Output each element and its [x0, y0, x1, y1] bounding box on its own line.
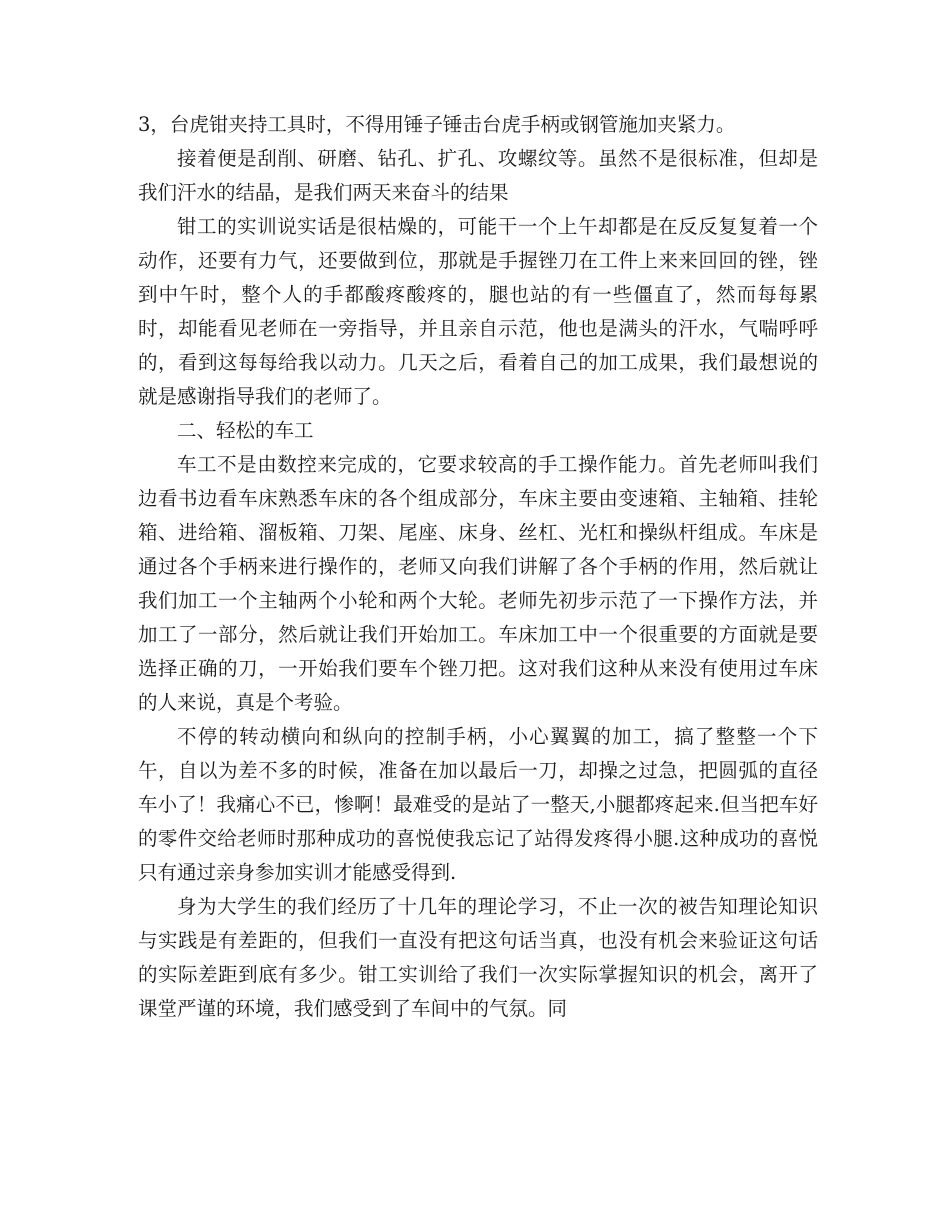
- paragraph-safety-rule-3: 3，台虎钳夹持工具时，不得用锤子锤击台虎手柄或钢管施加夹紧力。: [138, 113, 736, 136]
- paragraph-fitter-training: 钳工的实训说实话是很枯燥的，可能干一个上午却都是在反反复复着一个动作，还要有力气，还要做到位，那就是手握锉刀在工件上来来回回的锉，锉到中午时，整个人的手都酸疼酸疼的，腿也站的有一些僵直了，然而每每累时，却能看见老师在一旁指导，并且亲自示范，他也是满头的汗水，气喘呼呼的，看到这每每给我以动力。几天之后，看着自己的加工成果，我们最想说的就是感谢指导我们的老师了。: [138, 215, 818, 408]
- paragraph-lathe-experience: 不停的转动横向和纵向的控制手柄，小心翼翼的加工，搞了整整一个下午，自以为差不多的时候，准备在加以最后一刀，却操之过急，把圆弧的直径车小了！我痛心不已，惨啊！最难受的是站了一整天,小腿都疼起来.但当把车好的零件交给老师时那种成功的喜悦使我忘记了站得发疼得小腿.这种成功的喜悦只有通过亲身参加实训才能感受得到.: [138, 725, 818, 884]
- document-body: [138, 108, 818, 1026]
- paragraph-reflection: 身为大学生的我们经历了十几年的理论学习，不止一次的被告知理论知识与实践是有差距的，但我们一直没有把这句话当真，也没有机会来验证这句话的实际差距到底有多少。钳工实训给了我们一次实际掌握知识的机会，离开了课堂严谨的环境，我们感受到了车间中的气氛。同: [138, 895, 818, 1020]
- section-heading-lathe: 二、轻松的车工: [177, 419, 314, 442]
- paragraph-lathe-intro: 车工不是由数控来完成的，它要求较高的手工操作能力。首先老师叫我们边看书边看车床熟悉车床的各个组成部分，车床主要由变速箱、主轴箱、挂轮箱、进给箱、溜板箱、刀架、尾座、床身、丝杠、光杠和操纵杆组成。车床是通过各个手柄来进行操作的，老师又向我们讲解了各个手柄的作用，然后就让我们加工一个主轴两个小轮和两个大轮。老师先初步示范了一下操作方法，并加工了一部分，然后就让我们开始加工。车床加工中一个很重要的方面就是要选择正确的刀，一开始我们要车个锉刀把。这对我们这种从来没有使用过车床的人来说，真是个考验。: [138, 453, 818, 714]
- paragraph-scraping-drilling: 接着便是刮削、研磨、钻孔、扩孔、攻螺纹等。虽然不是很标准，但却是我们汗水的结晶，是我们两天来奋斗的结果: [138, 147, 818, 204]
